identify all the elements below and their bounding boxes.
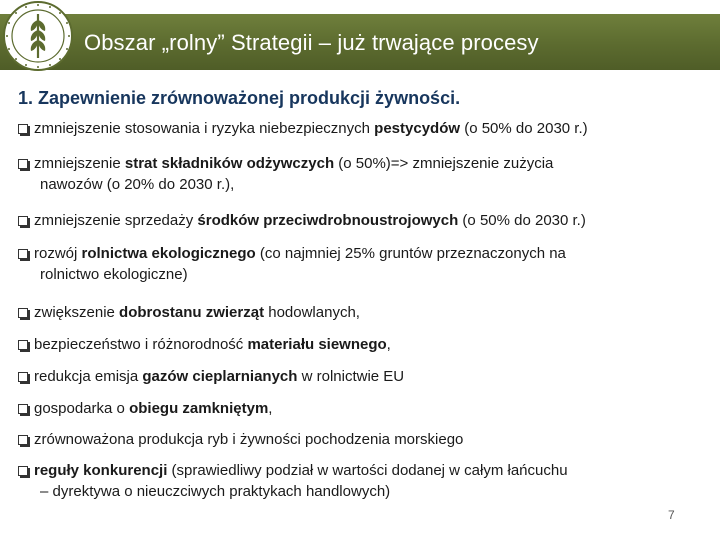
list-item: rozwój rolnictwa ekologicznego (co najmniej 25% gruntów przeznaczonych na rolnictwo ekologiczne) xyxy=(18,243,566,285)
checkbox-bullet-icon xyxy=(18,372,28,382)
list-item: zmniejszenie strat składników odżywczych (o 50%)=> zmniejszenie zużycia nawozów (o 20% do 2030 r.), xyxy=(18,153,553,195)
checkbox-bullet-icon xyxy=(18,340,28,350)
checkbox-bullet-icon xyxy=(18,159,28,169)
list-item: zwiększenie dobrostanu zwierząt hodowlanych, xyxy=(18,302,360,323)
page-number: 7 xyxy=(668,508,675,522)
checkbox-bullet-icon xyxy=(18,216,28,226)
checkbox-bullet-icon xyxy=(18,308,28,318)
list-item: gospodarka o obiegu zamkniętym, xyxy=(18,398,272,419)
checkbox-bullet-icon xyxy=(18,466,28,476)
list-item: zmniejszenie sprzedaży środków przeciwdrobnoustrojowych (o 50% do 2030 r.) xyxy=(18,210,586,231)
list-item: reguły konkurencji (sprawiedliwy podział w wartości dodanej w całym łańcuchu – dyrektywa o nieuczciwych praktykach handlowych) xyxy=(18,460,568,502)
list-item: redukcja emisja gazów cieplarnianych w rolnictwie EU xyxy=(18,366,404,387)
list-item: zrównoważona produkcja ryb i żywności pochodzenia morskiego xyxy=(18,429,463,450)
ministry-seal-icon xyxy=(2,0,74,72)
slide-title: Obszar „rolny” Strategii – już trwające procesy xyxy=(84,30,539,55)
checkbox-bullet-icon xyxy=(18,249,28,259)
list-item: bezpieczeństwo i różnorodność materiału siewnego, xyxy=(18,334,391,355)
list-item: zmniejszenie stosowania i ryzyka niebezpiecznych pestycydów (o 50% do 2030 r.) xyxy=(18,118,588,139)
checkbox-bullet-icon xyxy=(18,435,28,445)
checkbox-bullet-icon xyxy=(18,404,28,414)
checkbox-bullet-icon xyxy=(18,124,28,134)
section-heading: 1. Zapewnienie zrównoważonej produkcji żywności. xyxy=(18,88,461,108)
